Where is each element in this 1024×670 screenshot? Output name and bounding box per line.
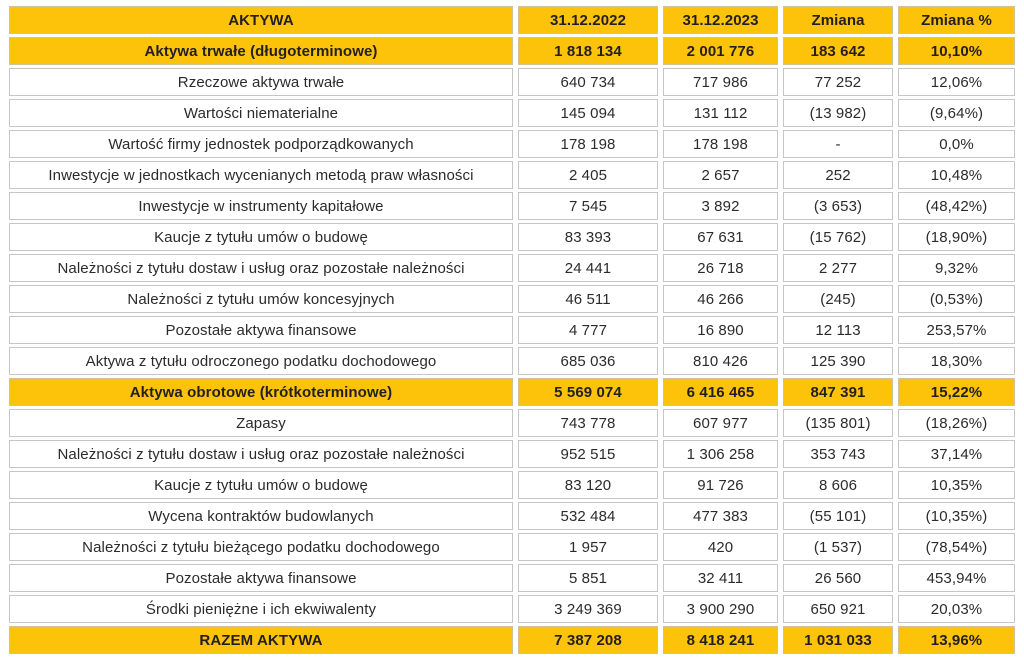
value-2023: 3 900 290 — [663, 595, 778, 623]
value-2022: 83 393 — [518, 223, 658, 251]
assets-table — [4, 3, 1020, 657]
change-percent: 15,22% — [898, 378, 1015, 406]
value-2022: 640 734 — [518, 68, 658, 96]
row-label: Inwestycje w jednostkach wycenianych metodą praw własności — [9, 161, 513, 189]
change-percent: 10,10% — [898, 37, 1015, 65]
row-label: Należności z tytułu umów koncesyjnych — [9, 285, 513, 313]
change-value: (13 982) — [783, 99, 893, 127]
change-percent: 20,03% — [898, 595, 1015, 623]
value-2023: 8 418 241 — [663, 626, 778, 654]
table-row-section — [9, 378, 1015, 406]
column-header-aktywa: AKTYWA — [9, 6, 513, 34]
row-label: Pozostałe aktywa finansowe — [9, 564, 513, 592]
table-row — [9, 564, 1015, 592]
row-label: Wartość firmy jednostek podporządkowanych — [9, 130, 513, 158]
table-row — [9, 254, 1015, 282]
row-label: Zapasy — [9, 409, 513, 437]
row-label: Wycena kontraktów budowlanych — [9, 502, 513, 530]
row-label: Należności z tytułu dostaw i usług oraz pozostałe należności — [9, 440, 513, 468]
row-label: Aktywa obrotowe (krótkoterminowe) — [9, 378, 513, 406]
table-row — [9, 192, 1015, 220]
value-2022: 3 249 369 — [518, 595, 658, 623]
row-label: Kaucje z tytułu umów o budowę — [9, 471, 513, 499]
change-percent: 253,57% — [898, 316, 1015, 344]
row-label: Inwestycje w instrumenty kapitałowe — [9, 192, 513, 220]
table-row — [9, 409, 1015, 437]
row-label: Środki pieniężne i ich ekwiwalenty — [9, 595, 513, 623]
change-value: 1 031 033 — [783, 626, 893, 654]
change-value: 77 252 — [783, 68, 893, 96]
change-value: 847 391 — [783, 378, 893, 406]
value-2023: 32 411 — [663, 564, 778, 592]
value-2023: 131 112 — [663, 99, 778, 127]
change-value: 125 390 — [783, 347, 893, 375]
value-2022: 5 851 — [518, 564, 658, 592]
change-value: 252 — [783, 161, 893, 189]
value-2022: 178 198 — [518, 130, 658, 158]
change-percent: 10,35% — [898, 471, 1015, 499]
value-2023: 810 426 — [663, 347, 778, 375]
row-label: RAZEM AKTYWA — [9, 626, 513, 654]
value-2022: 2 405 — [518, 161, 658, 189]
column-header-2022: 31.12.2022 — [518, 6, 658, 34]
value-2023: 2 657 — [663, 161, 778, 189]
column-header-change-pct: Zmiana % — [898, 6, 1015, 34]
change-value: (245) — [783, 285, 893, 313]
table-row — [9, 440, 1015, 468]
value-2022: 7 545 — [518, 192, 658, 220]
value-2023: 91 726 — [663, 471, 778, 499]
change-percent: 453,94% — [898, 564, 1015, 592]
change-value: 183 642 — [783, 37, 893, 65]
column-header-2023: 31.12.2023 — [663, 6, 778, 34]
value-2023: 67 631 — [663, 223, 778, 251]
value-2023: 26 718 — [663, 254, 778, 282]
change-percent: (18,26%) — [898, 409, 1015, 437]
value-2023: 420 — [663, 533, 778, 561]
change-percent: (18,90%) — [898, 223, 1015, 251]
value-2022: 24 441 — [518, 254, 658, 282]
value-2022: 743 778 — [518, 409, 658, 437]
change-percent: (9,64%) — [898, 99, 1015, 127]
value-2023: 2 001 776 — [663, 37, 778, 65]
table-row — [9, 223, 1015, 251]
value-2023: 16 890 — [663, 316, 778, 344]
table-row-total — [9, 626, 1015, 654]
table-header-row — [9, 6, 1015, 34]
row-label: Aktywa trwałe (długoterminowe) — [9, 37, 513, 65]
change-percent: 37,14% — [898, 440, 1015, 468]
value-2022: 5 569 074 — [518, 378, 658, 406]
value-2023: 477 383 — [663, 502, 778, 530]
table-row — [9, 595, 1015, 623]
change-value: (15 762) — [783, 223, 893, 251]
change-value: 353 743 — [783, 440, 893, 468]
table-row — [9, 502, 1015, 530]
change-percent: (0,53%) — [898, 285, 1015, 313]
value-2022: 532 484 — [518, 502, 658, 530]
value-2022: 145 094 — [518, 99, 658, 127]
change-value: (3 653) — [783, 192, 893, 220]
change-percent: 18,30% — [898, 347, 1015, 375]
value-2023: 178 198 — [663, 130, 778, 158]
table-row-section — [9, 37, 1015, 65]
change-percent: 9,32% — [898, 254, 1015, 282]
change-value: (135 801) — [783, 409, 893, 437]
change-percent: (78,54%) — [898, 533, 1015, 561]
change-value: 8 606 — [783, 471, 893, 499]
column-header-change: Zmiana — [783, 6, 893, 34]
change-percent: 12,06% — [898, 68, 1015, 96]
change-value: 12 113 — [783, 316, 893, 344]
table-body — [9, 37, 1015, 654]
value-2023: 3 892 — [663, 192, 778, 220]
value-2022: 83 120 — [518, 471, 658, 499]
value-2022: 685 036 — [518, 347, 658, 375]
table-row — [9, 99, 1015, 127]
change-percent: 10,48% — [898, 161, 1015, 189]
change-percent: (48,42%) — [898, 192, 1015, 220]
value-2022: 1 818 134 — [518, 37, 658, 65]
value-2023: 46 266 — [663, 285, 778, 313]
table-row — [9, 347, 1015, 375]
value-2022: 4 777 — [518, 316, 658, 344]
change-value: 26 560 — [783, 564, 893, 592]
change-value: (1 537) — [783, 533, 893, 561]
change-percent: 0,0% — [898, 130, 1015, 158]
value-2023: 607 977 — [663, 409, 778, 437]
value-2023: 1 306 258 — [663, 440, 778, 468]
table-row — [9, 130, 1015, 158]
change-percent: 13,96% — [898, 626, 1015, 654]
table-row — [9, 68, 1015, 96]
table-row — [9, 161, 1015, 189]
value-2023: 6 416 465 — [663, 378, 778, 406]
table-row — [9, 471, 1015, 499]
table-row — [9, 285, 1015, 313]
change-value: 2 277 — [783, 254, 893, 282]
table-row — [9, 316, 1015, 344]
change-value: - — [783, 130, 893, 158]
row-label: Kaucje z tytułu umów o budowę — [9, 223, 513, 251]
row-label: Rzeczowe aktywa trwałe — [9, 68, 513, 96]
row-label: Należności z tytułu bieżącego podatku dochodowego — [9, 533, 513, 561]
row-label: Aktywa z tytułu odroczonego podatku dochodowego — [9, 347, 513, 375]
value-2022: 46 511 — [518, 285, 658, 313]
row-label: Pozostałe aktywa finansowe — [9, 316, 513, 344]
value-2022: 1 957 — [518, 533, 658, 561]
row-label: Wartości niematerialne — [9, 99, 513, 127]
value-2022: 952 515 — [518, 440, 658, 468]
change-percent: (10,35%) — [898, 502, 1015, 530]
value-2022: 7 387 208 — [518, 626, 658, 654]
value-2023: 717 986 — [663, 68, 778, 96]
change-value: 650 921 — [783, 595, 893, 623]
row-label: Należności z tytułu dostaw i usług oraz pozostałe należności — [9, 254, 513, 282]
change-value: (55 101) — [783, 502, 893, 530]
table-row — [9, 533, 1015, 561]
